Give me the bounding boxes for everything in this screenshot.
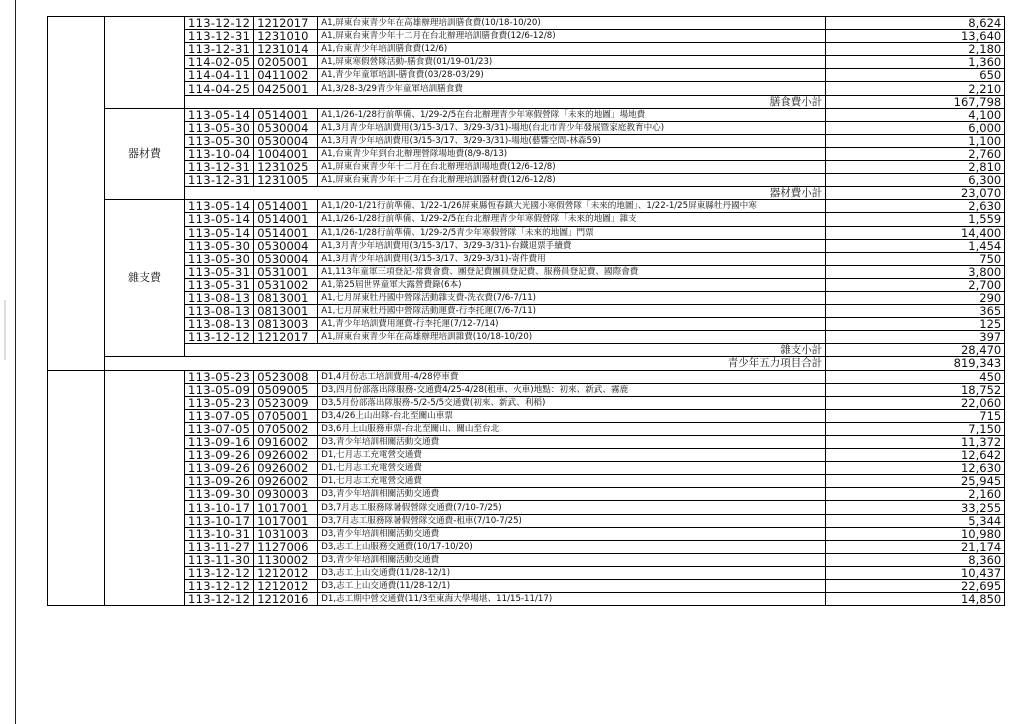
- voucher-number-cell: 1231005: [254, 174, 318, 187]
- amount-cell: 715: [826, 409, 1005, 422]
- description-cell: A1,3月青少年培訓費用(3/15-3/17、3/29-3/31)-台鐵退票手續費: [318, 239, 826, 252]
- date-cell: 113-11-27: [185, 540, 254, 553]
- ledger-row: [48, 174, 1005, 187]
- description-cell: A1,1/26-1/28行前準備、1/29-2/5在台北辦理青少年寒假營隊「未來的地圖」場地費: [318, 108, 826, 121]
- date-cell: 113-10-31: [185, 527, 254, 540]
- ledger-row: [48, 69, 1005, 82]
- ledger-row: [48, 134, 1005, 147]
- voucher-number-cell: 1017001: [254, 514, 318, 527]
- ledger-row: [48, 305, 1005, 318]
- description-cell: D3,青少年培訓相關活動交通費: [318, 527, 826, 540]
- amount-cell: 4,100: [826, 108, 1005, 121]
- voucher-number-cell: 0813001: [254, 291, 318, 304]
- voucher-number-cell: 0530004: [254, 239, 318, 252]
- amount-cell: 6,300: [826, 174, 1005, 187]
- page-left-edge-line: [15, 0, 16, 724]
- voucher-number-cell: 0531001: [254, 265, 318, 278]
- amount-cell: 11,372: [826, 436, 1005, 449]
- date-cell: 113-12-31: [185, 174, 254, 187]
- amount-cell: 2,160: [826, 488, 1005, 501]
- amount-cell: 650: [826, 69, 1005, 82]
- date-cell: 113-07-05: [185, 422, 254, 435]
- voucher-number-cell: 0514001: [254, 226, 318, 239]
- description-cell: A1,七月屏東牡丹國中營隊活動雜支費-洗衣費(7/6-7/11): [318, 291, 826, 304]
- amount-cell: 18,752: [826, 383, 1005, 396]
- date-cell: 113-05-30: [185, 134, 254, 147]
- date-cell: 113-05-14: [185, 200, 254, 213]
- amount-cell: 2,700: [826, 278, 1005, 291]
- date-cell: 113-05-09: [185, 383, 254, 396]
- date-cell: 113-08-13: [185, 291, 254, 304]
- amount-cell: 22,060: [826, 396, 1005, 409]
- ledger-row: [48, 409, 1005, 422]
- description-cell: D3,7月志工服務隊暑假營隊交通費(7/10-7/25): [318, 501, 826, 514]
- amount-cell: 3,800: [826, 265, 1005, 278]
- description-cell: A1,第25屆世界童軍大露營費錄(6本): [318, 278, 826, 291]
- date-cell: 114-04-11: [185, 69, 254, 82]
- ledger-row: [48, 226, 1005, 239]
- category-cell-misc: 雜支費: [105, 200, 185, 357]
- subtotal-row: [48, 187, 1005, 200]
- ledger-row: [48, 514, 1005, 527]
- amount-cell: 750: [826, 252, 1005, 265]
- date-cell: 113-10-17: [185, 514, 254, 527]
- amount-cell: 290: [826, 291, 1005, 304]
- description-cell: A1,青少年童軍培訓-膳食費(03/28-03/29): [318, 69, 826, 82]
- grand-total-row: [48, 357, 1005, 370]
- ledger-row: [48, 540, 1005, 553]
- ledger-row: [48, 449, 1005, 462]
- ledger-row: [48, 383, 1005, 396]
- voucher-number-cell: 0523009: [254, 396, 318, 409]
- ledger-row: [48, 501, 1005, 514]
- amount-cell: 6,000: [826, 121, 1005, 134]
- amount-cell: 2,210: [826, 82, 1005, 95]
- ledger-row: [48, 17, 1005, 30]
- amount-cell: 14,400: [826, 226, 1005, 239]
- voucher-number-cell: 1004001: [254, 147, 318, 160]
- category-cell-transport: [105, 370, 185, 606]
- amount-cell: 8,624: [826, 17, 1005, 30]
- amount-cell: 12,642: [826, 449, 1005, 462]
- description-cell: D1,4月份志工培訓費用-4/28停車費: [318, 370, 826, 383]
- ledger-row: [48, 239, 1005, 252]
- subtotal-amount: 167,798: [826, 95, 1005, 108]
- description-cell: A1,3月青少年培訓費用(3/15-3/17、3/29-3/31)-場地(藝響空間-林森59): [318, 134, 826, 147]
- expense-ledger-table: [47, 16, 1005, 606]
- ledger-row: [48, 475, 1005, 488]
- ledger-row: [48, 43, 1005, 56]
- amount-cell: 125: [826, 318, 1005, 331]
- voucher-number-cell: 0813003: [254, 318, 318, 331]
- date-cell: 113-09-26: [185, 449, 254, 462]
- subtotal-amount: 28,470: [826, 344, 1005, 357]
- description-cell: A1,1/20-1/21行前準備、1/22-1/26屏東縣恆春鎮大光國小寒假營隊「未來的地圖」、1/22-1/25屏東縣牡丹國中寒: [318, 200, 826, 213]
- ledger-row: [48, 488, 1005, 501]
- description-cell: A1,屏東台東青少年十二月在台北辦理培訓器材費(12/6-12/8): [318, 174, 826, 187]
- ledger-row: [48, 422, 1005, 435]
- date-cell: 113-12-12: [185, 566, 254, 579]
- date-cell: 113-09-16: [185, 436, 254, 449]
- description-cell: A1,台東青少年到台北辦理營隊場地費(8/9-8/13): [318, 147, 826, 160]
- description-cell: A1,3月青少年培訓費用(3/15-3/17、3/29-3/31)-場地(台北市青少年發展暨家庭教育中心): [318, 121, 826, 134]
- voucher-number-cell: 0425001: [254, 82, 318, 95]
- date-cell: 113-12-12: [185, 17, 254, 30]
- date-cell: 113-11-30: [185, 553, 254, 566]
- date-cell: 113-08-13: [185, 305, 254, 318]
- date-cell: 113-12-31: [185, 161, 254, 174]
- amount-cell: 33,255: [826, 501, 1005, 514]
- voucher-number-cell: 1231014: [254, 43, 318, 56]
- voucher-number-cell: 1212016: [254, 593, 318, 606]
- ledger-row: [48, 331, 1005, 344]
- voucher-number-cell: 0930003: [254, 488, 318, 501]
- amount-cell: 450: [826, 370, 1005, 383]
- amount-cell: 5,344: [826, 514, 1005, 527]
- description-cell: D3,5月份部落出隊服務-5/2-5/5交通費(初來、新武、利稻): [318, 396, 826, 409]
- ledger-row: [48, 252, 1005, 265]
- voucher-number-cell: 0531002: [254, 278, 318, 291]
- voucher-number-cell: 1212012: [254, 580, 318, 593]
- voucher-number-cell: 0926002: [254, 475, 318, 488]
- scan-margin-mark: [4, 300, 6, 360]
- date-cell: 113-05-14: [185, 226, 254, 239]
- description-cell: D3,4/26上山出隊-台北至關山車票: [318, 409, 826, 422]
- ledger-row: [48, 200, 1005, 213]
- amount-cell: 2,760: [826, 147, 1005, 160]
- amount-cell: 1,454: [826, 239, 1005, 252]
- ledger-row: [48, 213, 1005, 226]
- outer-group-cell: [48, 17, 105, 371]
- ledger-row: [48, 147, 1005, 160]
- date-cell: 113-05-30: [185, 252, 254, 265]
- amount-cell: 7,150: [826, 422, 1005, 435]
- category-cell-meal: [105, 17, 185, 109]
- voucher-number-cell: 0514001: [254, 200, 318, 213]
- amount-cell: 21,174: [826, 540, 1005, 553]
- description-cell: D1,七月志工充電營交通費: [318, 475, 826, 488]
- voucher-number-cell: 1212017: [254, 331, 318, 344]
- ledger-row: [48, 566, 1005, 579]
- voucher-number-cell: 0530004: [254, 134, 318, 147]
- ledger-row: [48, 553, 1005, 566]
- ledger-row: [48, 265, 1005, 278]
- amount-cell: 365: [826, 305, 1005, 318]
- ledger-row: [48, 82, 1005, 95]
- voucher-number-cell: 0514001: [254, 213, 318, 226]
- ledger-row: [48, 370, 1005, 383]
- ledger-row: [48, 121, 1005, 134]
- amount-cell: 1,559: [826, 213, 1005, 226]
- description-cell: D3,青少年培訓相關活動交通費: [318, 436, 826, 449]
- date-cell: 113-12-12: [185, 331, 254, 344]
- voucher-number-cell: 0205001: [254, 56, 318, 69]
- ledger-row: [48, 396, 1005, 409]
- amount-cell: 22,695: [826, 580, 1005, 593]
- date-cell: 113-10-17: [185, 501, 254, 514]
- voucher-number-cell: 1231025: [254, 161, 318, 174]
- description-cell: A1,青少年培訓費用運費-行李托運(7/12-7/14): [318, 318, 826, 331]
- date-cell: 113-05-31: [185, 265, 254, 278]
- voucher-number-cell: 0530004: [254, 121, 318, 134]
- description-cell: A1,113年童軍三項登記-常費會費、團登記費團員登記費、服務員登記費、國際會費: [318, 265, 826, 278]
- date-cell: 113-05-14: [185, 213, 254, 226]
- voucher-number-cell: 0705002: [254, 422, 318, 435]
- amount-cell: 14,850: [826, 593, 1005, 606]
- ledger-row: [48, 318, 1005, 331]
- grand-total-label: 青少年五力項目合計: [105, 357, 826, 370]
- ledger-row: [48, 527, 1005, 540]
- voucher-number-cell: 1127006: [254, 540, 318, 553]
- voucher-number-cell: 0926002: [254, 462, 318, 475]
- date-cell: 113-05-23: [185, 396, 254, 409]
- date-cell: 113-09-26: [185, 462, 254, 475]
- amount-cell: 2,180: [826, 43, 1005, 56]
- voucher-number-cell: 0514001: [254, 108, 318, 121]
- voucher-number-cell: 0509005: [254, 383, 318, 396]
- voucher-number-cell: 1212012: [254, 566, 318, 579]
- description-cell: A1,屏東台東青少年十二月在台北辦理培訓膳食費(12/6-12/8): [318, 30, 826, 43]
- amount-cell: 1,100: [826, 134, 1005, 147]
- description-cell: A1,屏東寒假營隊活動-膳食費(01/19-01/23): [318, 56, 826, 69]
- description-cell: D1,七月志工充電營交通費: [318, 462, 826, 475]
- voucher-number-cell: 0813001: [254, 305, 318, 318]
- ledger-row: [48, 436, 1005, 449]
- description-cell: A1,屏東台東青少年在高雄辦理培訓膳食費(10/18-10/20): [318, 17, 826, 30]
- ledger-row: [48, 161, 1005, 174]
- description-cell: D3,6月上山服務車票-台北至關山、關山至台北: [318, 422, 826, 435]
- voucher-number-cell: 0916002: [254, 436, 318, 449]
- description-cell: A1,台東青少年培訓膳食費(12/6): [318, 43, 826, 56]
- category-cell-equipment: 器材費: [105, 108, 185, 200]
- subtotal-label: 器材費小計: [185, 187, 826, 200]
- ledger-row: [48, 291, 1005, 304]
- voucher-number-cell: 0411002: [254, 69, 318, 82]
- date-cell: 113-07-05: [185, 409, 254, 422]
- date-cell: 113-05-30: [185, 239, 254, 252]
- date-cell: 114-04-25: [185, 82, 254, 95]
- description-cell: D3,青少年培訓相關活動交通費: [318, 488, 826, 501]
- ledger-row: [48, 462, 1005, 475]
- date-cell: 113-09-30: [185, 488, 254, 501]
- date-cell: 113-12-31: [185, 43, 254, 56]
- amount-cell: 12,630: [826, 462, 1005, 475]
- amount-cell: 8,360: [826, 553, 1005, 566]
- voucher-number-cell: 1031003: [254, 527, 318, 540]
- date-cell: 113-10-04: [185, 147, 254, 160]
- voucher-number-cell: 0926002: [254, 449, 318, 462]
- date-cell: 113-05-30: [185, 121, 254, 134]
- date-cell: 113-05-31: [185, 278, 254, 291]
- voucher-number-cell: 1212017: [254, 17, 318, 30]
- voucher-number-cell: 1130002: [254, 553, 318, 566]
- description-cell: A1,3/28-3/29青少年童軍培訓膳食費: [318, 82, 826, 95]
- description-cell: D1,七月志工充電營交通費: [318, 449, 826, 462]
- ledger-row: [48, 108, 1005, 121]
- subtotal-row: [48, 95, 1005, 108]
- ledger-row: [48, 56, 1005, 69]
- ledger-body: [48, 17, 1005, 606]
- outer-group-cell-2: [48, 370, 105, 606]
- ledger-row: [48, 30, 1005, 43]
- amount-cell: 2,630: [826, 200, 1005, 213]
- date-cell: 113-05-23: [185, 370, 254, 383]
- date-cell: 113-12-12: [185, 580, 254, 593]
- description-cell: A1,屏東台東青少年在高雄辦理培訓雜費(10/18-10/20): [318, 331, 826, 344]
- amount-cell: 13,640: [826, 30, 1005, 43]
- voucher-number-cell: 1017001: [254, 501, 318, 514]
- ledger-row: [48, 593, 1005, 606]
- subtotal-label: 雜支小計: [185, 344, 826, 357]
- date-cell: 113-05-14: [185, 108, 254, 121]
- grand-total-amount: 819,343: [826, 357, 1005, 370]
- voucher-number-cell: 0523008: [254, 370, 318, 383]
- description-cell: D3,志工上山交通費(11/28-12/1): [318, 580, 826, 593]
- date-cell: 113-08-13: [185, 318, 254, 331]
- description-cell: D3,7月志工服務隊暑假營隊交通費-租車(7/10-7/25): [318, 514, 826, 527]
- description-cell: D3,志工上山交通費(11/28-12/1): [318, 566, 826, 579]
- date-cell: 113-12-12: [185, 593, 254, 606]
- voucher-number-cell: 0530004: [254, 252, 318, 265]
- description-cell: A1,七月屏東牡丹國中營隊活動運費-行李托運(7/6-7/11): [318, 305, 826, 318]
- amount-cell: 2,810: [826, 161, 1005, 174]
- description-cell: D3,青少年培訓相關活動交通費: [318, 553, 826, 566]
- amount-cell: 25,945: [826, 475, 1005, 488]
- amount-cell: 10,437: [826, 566, 1005, 579]
- description-cell: D3,志工上山服務交通費(10/17-10/20): [318, 540, 826, 553]
- subtotal-label: 膳食費小計: [185, 95, 826, 108]
- date-cell: 114-02-05: [185, 56, 254, 69]
- voucher-number-cell: 1231010: [254, 30, 318, 43]
- description-cell: D1,志工期中營交通費(11/3至東海大學場堪、11/15-11/17): [318, 593, 826, 606]
- amount-cell: 10,980: [826, 527, 1005, 540]
- date-cell: 113-09-26: [185, 475, 254, 488]
- ledger-row: [48, 278, 1005, 291]
- amount-cell: 397: [826, 331, 1005, 344]
- description-cell: A1,3月青少年培訓費用(3/15-3/17、3/29-3/31)-寄件費用: [318, 252, 826, 265]
- description-cell: D3,四月份部落出隊服務-交通費4/25-4/28(租車、火車)地點：初來、新武、霧鹿: [318, 383, 826, 396]
- voucher-number-cell: 0705001: [254, 409, 318, 422]
- amount-cell: 1,360: [826, 56, 1005, 69]
- date-cell: 113-12-31: [185, 30, 254, 43]
- subtotal-row: [48, 344, 1005, 357]
- description-cell: A1,1/26-1/28行前準備、1/29-2/5在台北辦理青少年寒假營隊「未來的地圖」雜支: [318, 213, 826, 226]
- description-cell: A1,1/26-1/28行前準備、1/29-2/5青少年寒假營隊「未來的地圖」門票: [318, 226, 826, 239]
- ledger-row: [48, 580, 1005, 593]
- subtotal-amount: 23,070: [826, 187, 1005, 200]
- description-cell: A1,屏東台東青少年十二月在台北辦理培訓場地費(12/6-12/8): [318, 161, 826, 174]
